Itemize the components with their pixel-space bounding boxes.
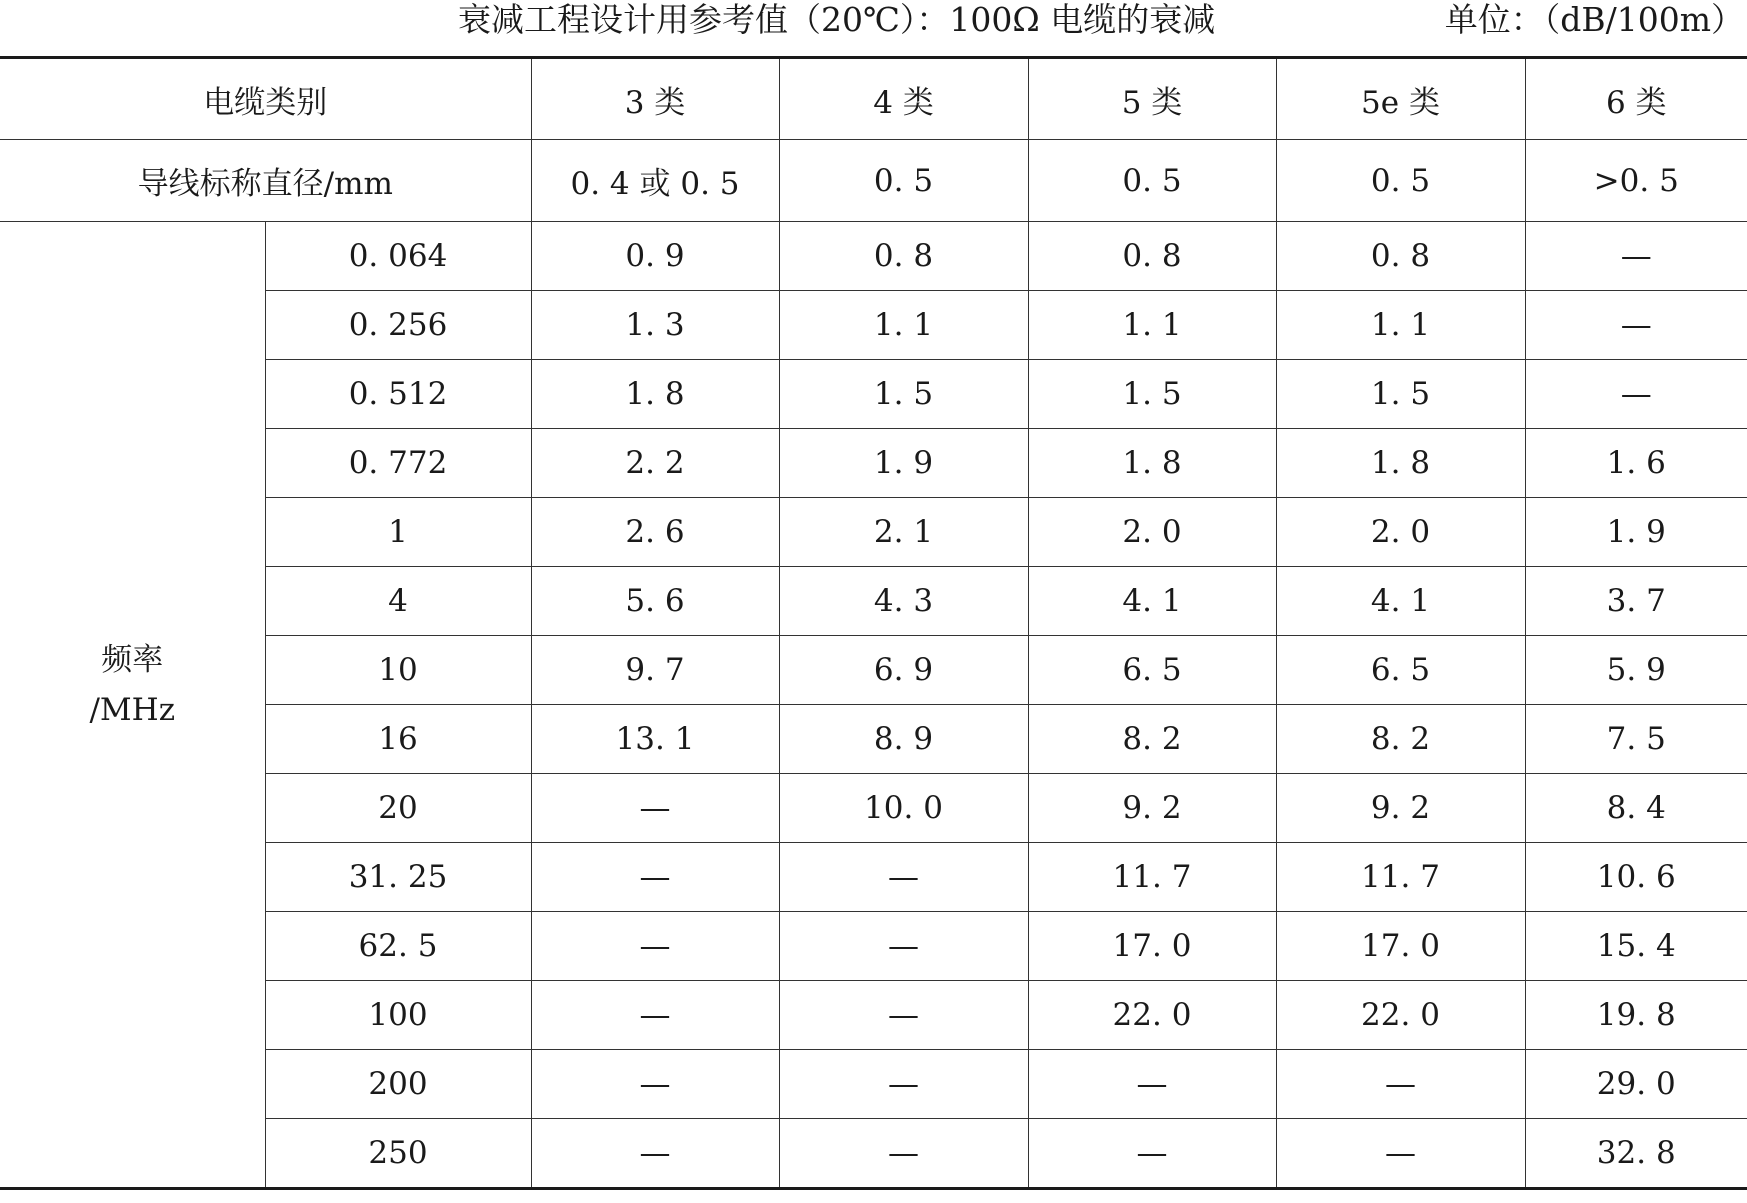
attenuation-cell: 0. 8 <box>1028 222 1276 291</box>
attenuation-cell: 4. 1 <box>1276 567 1525 636</box>
table-caption <box>0 0 1747 50</box>
table-header-row <box>0 58 1747 140</box>
attenuation-cell: 2. 1 <box>779 498 1028 567</box>
attenuation-cell: 22. 0 <box>1276 981 1525 1050</box>
attenuation-cell: 17. 0 <box>1276 912 1525 981</box>
table-row <box>0 222 1747 291</box>
frequency-cell: 62. 5 <box>265 912 531 981</box>
frequency-cell: 1 <box>265 498 531 567</box>
attenuation-cell: 8. 9 <box>779 705 1028 774</box>
attenuation-cell: 2. 2 <box>531 429 779 498</box>
attenuation-cell: — <box>531 843 779 912</box>
attenuation-cell: 5. 6 <box>531 567 779 636</box>
attenuation-cell: 1. 5 <box>1028 360 1276 429</box>
diameter-cell: 0. 5 <box>779 140 1028 222</box>
attenuation-cell: 6. 5 <box>1276 636 1525 705</box>
attenuation-cell: — <box>1028 1119 1276 1189</box>
attenuation-cell: 1. 3 <box>531 291 779 360</box>
attenuation-cell: 6. 9 <box>779 636 1028 705</box>
attenuation-cell: 19. 8 <box>1525 981 1747 1050</box>
attenuation-cell: — <box>531 774 779 843</box>
attenuation-cell: 1. 5 <box>779 360 1028 429</box>
frequency-cell: 0. 064 <box>265 222 531 291</box>
attenuation-cell: — <box>1525 291 1747 360</box>
attenuation-cell: 10. 0 <box>779 774 1028 843</box>
diameter-cell: 0. 5 <box>1028 140 1276 222</box>
attenuation-cell: 32. 8 <box>1525 1119 1747 1189</box>
category-header: 6 类 <box>1525 58 1747 140</box>
attenuation-cell: 3. 7 <box>1525 567 1747 636</box>
attenuation-cell: 4. 3 <box>779 567 1028 636</box>
attenuation-cell: 8. 4 <box>1525 774 1747 843</box>
diameter-row <box>0 140 1747 222</box>
attenuation-cell: 0. 8 <box>1276 222 1525 291</box>
attenuation-cell: 10. 6 <box>1525 843 1747 912</box>
frequency-cell: 250 <box>265 1119 531 1189</box>
attenuation-cell: 1. 1 <box>1276 291 1525 360</box>
table-unit: 单位：（dB/100m） <box>1444 0 1744 39</box>
attenuation-cell: 2. 6 <box>531 498 779 567</box>
attenuation-cell: 17. 0 <box>1028 912 1276 981</box>
attenuation-cell: 11. 7 <box>1276 843 1525 912</box>
attenuation-cell: — <box>779 981 1028 1050</box>
attenuation-cell: — <box>1276 1119 1525 1189</box>
table-title: 衰减工程设计用参考值（20℃）：100Ω 电缆的衰减 <box>458 0 1216 39</box>
attenuation-cell: — <box>779 843 1028 912</box>
attenuation-cell: 1. 1 <box>1028 291 1276 360</box>
attenuation-cell: 0. 9 <box>531 222 779 291</box>
attenuation-cell: 1. 9 <box>779 429 1028 498</box>
frequency-label-name: 频率 <box>101 641 164 678</box>
frequency-cell: 31. 25 <box>265 843 531 912</box>
attenuation-cell: 29. 0 <box>1525 1050 1747 1119</box>
attenuation-cell: 1. 8 <box>1028 429 1276 498</box>
attenuation-cell: 9. 2 <box>1276 774 1525 843</box>
attenuation-cell: — <box>1525 360 1747 429</box>
attenuation-cell: — <box>1028 1050 1276 1119</box>
attenuation-cell: 9. 7 <box>531 636 779 705</box>
frequency-cell: 10 <box>265 636 531 705</box>
attenuation-cell: 8. 2 <box>1028 705 1276 774</box>
attenuation-cell: 9. 2 <box>1028 774 1276 843</box>
attenuation-cell: — <box>531 1050 779 1119</box>
attenuation-cell: — <box>779 1119 1028 1189</box>
attenuation-cell: — <box>531 981 779 1050</box>
attenuation-cell: 1. 5 <box>1276 360 1525 429</box>
attenuation-cell: 22. 0 <box>1028 981 1276 1050</box>
attenuation-cell: — <box>531 912 779 981</box>
attenuation-cell: 2. 0 <box>1028 498 1276 567</box>
attenuation-cell: 1. 9 <box>1525 498 1747 567</box>
cable-category-label: 电缆类别 <box>0 58 531 140</box>
diameter-cell: 0. 4 或 0. 5 <box>531 140 779 222</box>
frequency-cell: 200 <box>265 1050 531 1119</box>
attenuation-cell: — <box>1276 1050 1525 1119</box>
attenuation-cell: 1. 8 <box>1276 429 1525 498</box>
attenuation-cell: 15. 4 <box>1525 912 1747 981</box>
attenuation-cell: 7. 5 <box>1525 705 1747 774</box>
diameter-cell: >0. 5 <box>1525 140 1747 222</box>
frequency-cell: 20 <box>265 774 531 843</box>
attenuation-cell: 11. 7 <box>1028 843 1276 912</box>
frequency-cell: 0. 256 <box>265 291 531 360</box>
attenuation-cell: — <box>779 1050 1028 1119</box>
attenuation-cell: 4. 1 <box>1028 567 1276 636</box>
attenuation-cell: — <box>1525 222 1747 291</box>
attenuation-cell: 6. 5 <box>1028 636 1276 705</box>
frequency-label <box>0 222 265 1189</box>
attenuation-cell: 0. 8 <box>779 222 1028 291</box>
frequency-cell: 4 <box>265 567 531 636</box>
attenuation-table <box>0 56 1747 1190</box>
frequency-label-unit: /MHz <box>89 691 176 728</box>
category-header: 3 类 <box>531 58 779 140</box>
attenuation-cell: 1. 6 <box>1525 429 1747 498</box>
attenuation-cell: 1. 8 <box>531 360 779 429</box>
frequency-cell: 100 <box>265 981 531 1050</box>
attenuation-cell: — <box>779 912 1028 981</box>
diameter-label: 导线标称直径/mm <box>0 140 531 222</box>
attenuation-cell: — <box>531 1119 779 1189</box>
attenuation-cell: 1. 1 <box>779 291 1028 360</box>
attenuation-cell: 13. 1 <box>531 705 779 774</box>
attenuation-cell: 8. 2 <box>1276 705 1525 774</box>
diameter-cell: 0. 5 <box>1276 140 1525 222</box>
category-header: 5 类 <box>1028 58 1276 140</box>
frequency-cell: 0. 772 <box>265 429 531 498</box>
frequency-cell: 0. 512 <box>265 360 531 429</box>
attenuation-cell: 5. 9 <box>1525 636 1747 705</box>
category-header: 5e 类 <box>1276 58 1525 140</box>
category-header: 4 类 <box>779 58 1028 140</box>
frequency-cell: 16 <box>265 705 531 774</box>
attenuation-cell: 2. 0 <box>1276 498 1525 567</box>
